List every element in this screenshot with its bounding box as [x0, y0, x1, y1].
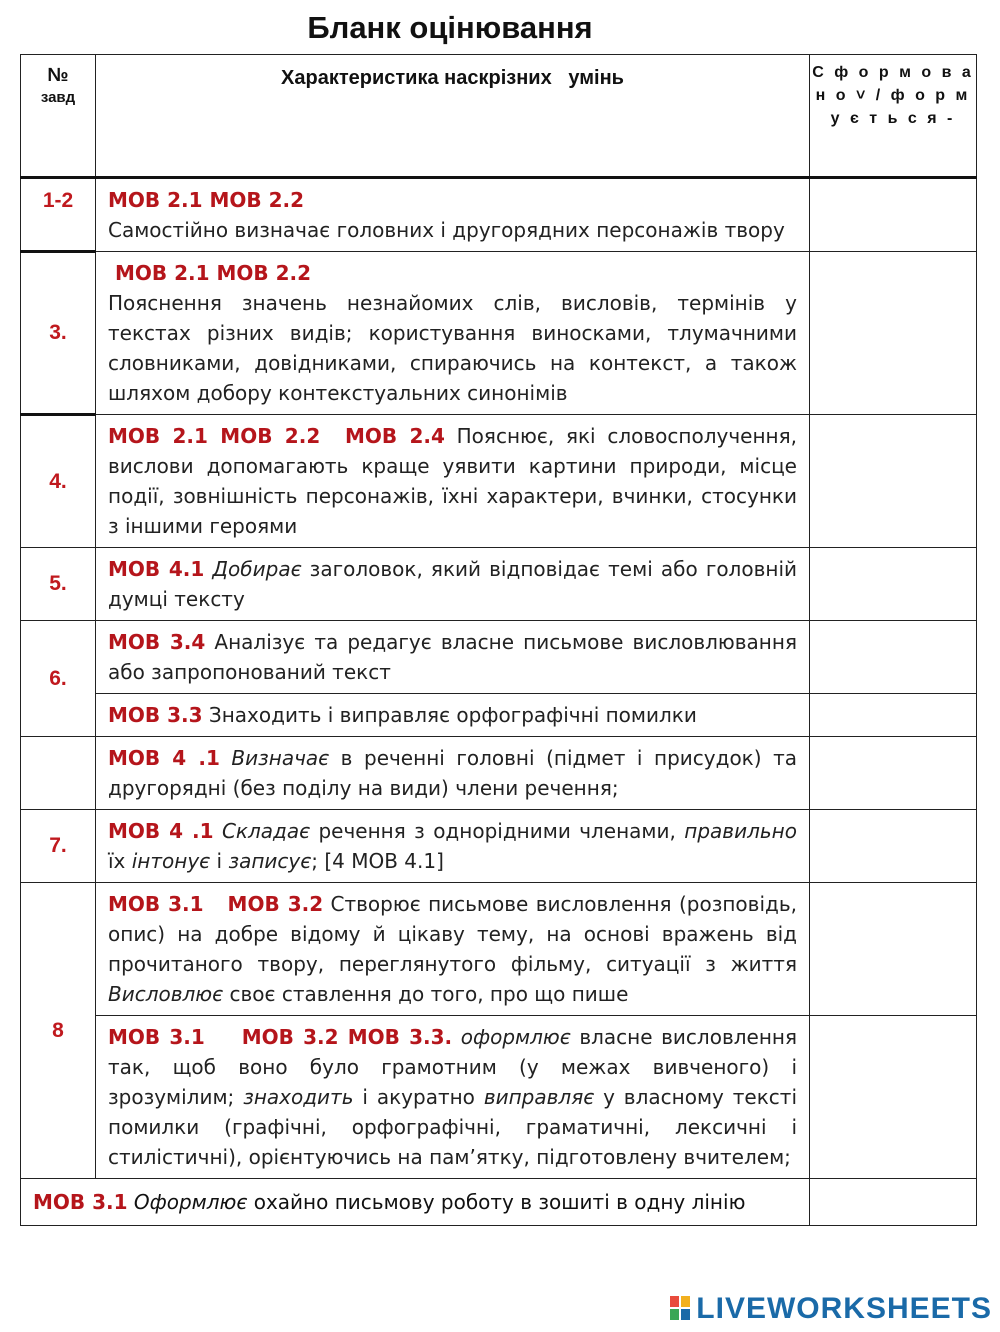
table-row	[21, 178, 977, 252]
skill-text: речення з однорідними членами,	[310, 819, 685, 843]
skill-description	[96, 883, 810, 1016]
skill-verb: записує	[228, 849, 312, 873]
skill-code: МОВ 3.4	[108, 630, 206, 654]
skill-verb: знаходить	[243, 1085, 354, 1109]
page-title: Бланк оцінювання	[307, 10, 593, 45]
table-row	[21, 415, 977, 548]
skill-text: Створює письмове висловлення (розповідь, опис) на добре відому й цікаву тему, на основі вражень від прочитаного твору, переглянутого фільму, ситуації з життя	[108, 892, 797, 976]
skill-text: охайно письмову роботу в зошиті в одну лінію	[247, 1190, 746, 1214]
status-cell[interactable]	[810, 737, 977, 810]
status-cell[interactable]	[810, 252, 977, 415]
status-cell[interactable]	[810, 178, 977, 252]
task-number: 5.	[21, 548, 96, 621]
table-row	[21, 548, 977, 621]
skill-text: Аналізує та редагує власне письмове висловлювання або запропонований текст	[108, 630, 797, 684]
skill-text: в реченні головні (підмет і присудок) та другорядні (без поділу на види) члени речення;	[108, 746, 797, 800]
skill-verb: Складає	[213, 819, 311, 843]
skill-description	[96, 810, 810, 883]
skill-verb: Визначає	[219, 746, 330, 770]
task-number: 1-2	[21, 178, 96, 252]
skill-code: МОВ 3.1	[33, 1190, 128, 1214]
table-row-final	[21, 1179, 977, 1226]
status-cell[interactable]	[810, 810, 977, 883]
task-number: 4.	[21, 415, 96, 548]
table-row	[21, 810, 977, 883]
skill-code: МОВ 2.1 МОВ 2.2	[108, 261, 312, 285]
task-number: 7.	[21, 810, 96, 883]
skill-verb: виправляє	[483, 1085, 595, 1109]
header-num-symbol: №	[47, 65, 69, 86]
skill-description	[96, 178, 810, 252]
status-cell[interactable]	[810, 694, 977, 737]
skill-verb: Оформлює	[127, 1190, 248, 1214]
skill-text: власне висловлення так, щоб воно було грамотним (у межах вивченого) і зрозумілим;	[108, 1025, 798, 1109]
header-status-text: С ф о р м о в а н о ˅ / ф о р м у є т ь с я -	[812, 64, 974, 127]
table-row	[21, 252, 977, 415]
header-num-label: завд	[40, 89, 76, 106]
skill-description	[96, 415, 810, 548]
skill-description	[96, 621, 810, 694]
task-number	[21, 737, 96, 810]
skill-text: Знаходить і виправляє орфографічні помилки	[202, 703, 697, 727]
liveworksheets-icon	[670, 1296, 692, 1322]
skill-verb: Висловлює	[108, 982, 224, 1006]
table-row	[21, 621, 977, 694]
skill-code: МОВ 4.1	[108, 557, 205, 581]
skill-description	[96, 694, 810, 737]
task-number: 6.	[21, 621, 96, 737]
skill-text: у власному тексті помилки (графічні, орфографічні, граматичні, лексичні і стилістичні), орієнтуючись на пам’ятку, підготовлену вчителем;	[108, 1085, 797, 1169]
skill-text: заголовок, який відповідає темі або головній думці тексту	[108, 557, 797, 611]
assessment-table	[20, 54, 977, 1226]
status-cell[interactable]	[810, 415, 977, 548]
table-row	[21, 694, 977, 737]
skill-code: МОВ 3.1 МОВ 3.2 МОВ 3.3.	[108, 1025, 453, 1049]
skill-code: МОВ 3.1 МОВ 3.2	[108, 892, 324, 916]
skill-code: МОВ 4 .1	[108, 819, 214, 843]
skill-text: і акуратно	[353, 1085, 484, 1109]
skill-description	[96, 548, 810, 621]
skill-text: Пояснення значень незнайомих слів, висловів, термінів у текстах різних видів; користування виносками, тлумачними словниками, довідниками, спираючись на контекст, а також шляхом добору контекстуальних синонімів	[108, 291, 797, 405]
skill-verb: оформлює	[452, 1025, 571, 1049]
skill-text: їх	[108, 849, 132, 873]
table-row	[21, 737, 977, 810]
skill-code: МОВ 4 .1	[108, 746, 220, 770]
skill-code: МОВ 2.1 МОВ 2.2 МОВ 2.4	[108, 424, 445, 448]
table-header-row	[21, 55, 977, 178]
skill-text: ; [4 МОВ 4.1]	[311, 849, 444, 873]
skill-text: Пояснює, які словосполучення, вислови допомагають краще уявити картини природи, місце події, зовнішність персонажів, їхні характери, вчинки, стосунки з іншими героями	[108, 424, 797, 538]
skill-text: Самостійно визначає головних і другорядних персонажів твору	[108, 218, 785, 242]
skill-code: МОВ 2.1 МОВ 2.2	[108, 188, 305, 212]
status-cell[interactable]	[810, 548, 977, 621]
status-cell[interactable]	[810, 621, 977, 694]
skill-code: МОВ 3.3	[108, 703, 203, 727]
skill-verb: правильно	[684, 819, 797, 843]
status-cell[interactable]	[810, 1179, 977, 1226]
skill-description	[96, 252, 810, 415]
skill-verb: Добирає	[204, 557, 302, 581]
final-skill-description	[21, 1179, 810, 1226]
skill-verb: інтонує	[131, 849, 211, 873]
liveworksheets-logo	[670, 1292, 992, 1326]
status-cell[interactable]	[810, 1016, 977, 1179]
status-cell[interactable]	[810, 883, 977, 1016]
header-num-cell	[21, 55, 96, 178]
header-status	[810, 55, 977, 178]
task-number: 3.	[21, 252, 96, 415]
header-desc: Характеристика наскрізних умінь	[96, 55, 810, 178]
skill-description	[96, 1016, 810, 1179]
table-row	[21, 883, 977, 1016]
skill-text: своє ставлення до того, про що пише	[223, 982, 629, 1006]
table-row	[21, 1016, 977, 1179]
skill-text: і	[210, 849, 229, 873]
liveworksheets-text: LIVEWORKSHEETS	[696, 1292, 992, 1325]
task-number: 8	[21, 883, 96, 1179]
skill-description	[96, 737, 810, 810]
